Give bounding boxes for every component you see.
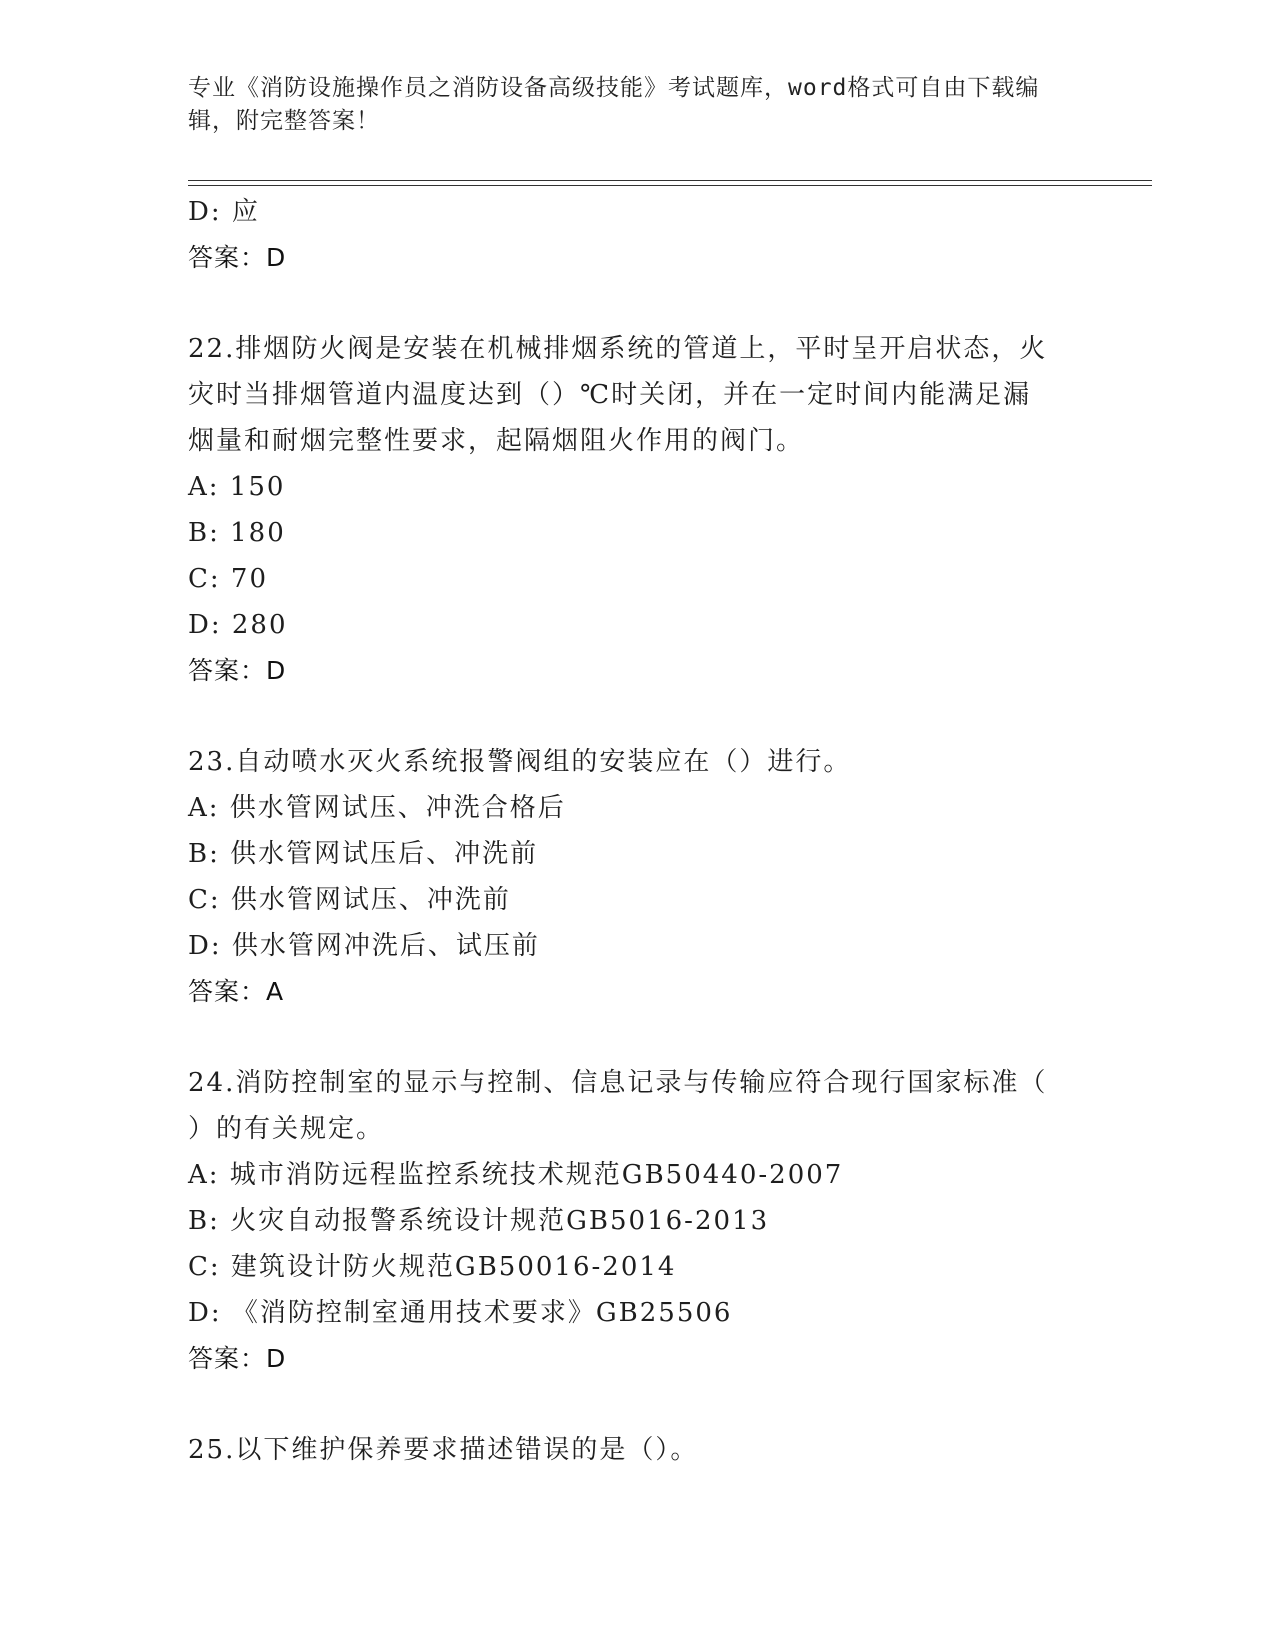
question-24-option-b: B: 火灾自动报警系统设计规范GB5016-2013 [188, 1206, 770, 1236]
question-22-option-c: C: 70 [188, 564, 269, 594]
question-23-option-c: C: 供水管网试压、冲洗前 [188, 885, 511, 915]
question-22-option-a: A: 150 [188, 472, 286, 502]
question-24-stem-line: ）的有关规定。 [188, 1114, 385, 1144]
prev-answer: 答案：D [188, 243, 287, 272]
spacer [188, 281, 1088, 326]
header-line-1: 专业《消防设施操作员之消防设备高级技能》考试题库，word格式可自由下载编 [188, 75, 1040, 101]
header-line-2: 辑，附完整答案！ [188, 108, 380, 134]
page-header [188, 72, 1088, 138]
question-22-stem-line: 灾时当排烟管道内温度达到（）℃时关闭，并在一定时间内能满足漏 [188, 380, 1032, 410]
question-24-option-c: C: 建筑设计防火规范GB50016-2014 [188, 1252, 677, 1282]
header-divider-top [188, 180, 1152, 181]
question-25-stem-line: 25.以下维护保养要求描述错误的是（）。 [188, 1435, 699, 1465]
question-23-option-d: D: 供水管网冲洗后、试压前 [188, 931, 540, 961]
question-24-option-a: A: 城市消防远程监控系统技术规范GB50440-2007 [188, 1160, 844, 1190]
question-23-option-a: A: 供水管网试压、冲洗合格后 [188, 793, 566, 823]
spacer [188, 694, 1088, 739]
question-23-option-b: B: 供水管网试压后、冲洗前 [188, 839, 539, 869]
question-22-stem [188, 326, 1088, 464]
question-22-stem-line: 22.排烟防火阀是安装在机械排烟系统的管道上，平时呈开启状态，火 [188, 334, 1048, 364]
header-divider-bottom [188, 185, 1152, 186]
question-22-answer: 答案：D [188, 656, 287, 685]
question-24-stem [188, 1060, 1088, 1152]
question-content [188, 189, 1088, 1473]
question-22-option-d: D: 280 [188, 610, 288, 640]
spacer [188, 1382, 1088, 1427]
question-22-stem-line: 烟量和耐烟完整性要求，起隔烟阻火作用的阀门。 [188, 426, 805, 456]
spacer [188, 1015, 1088, 1060]
question-25-stem [188, 1427, 1088, 1473]
question-22-option-b: B: 180 [188, 518, 286, 548]
question-23-answer: 答案：A [188, 977, 285, 1006]
question-24-stem-line: 24.消防控制室的显示与控制、信息记录与传输应符合现行国家标准（ [188, 1068, 1048, 1098]
prev-option-d: D: 应 [188, 197, 260, 227]
question-24-answer: 答案：D [188, 1344, 287, 1373]
question-23-stem [188, 739, 1088, 785]
question-23-stem-line: 23.自动喷水灭火系统报警阀组的安装应在（）进行。 [188, 747, 852, 777]
question-24-option-d: D: 《消防控制室通用技术要求》GB25506 [188, 1298, 733, 1328]
